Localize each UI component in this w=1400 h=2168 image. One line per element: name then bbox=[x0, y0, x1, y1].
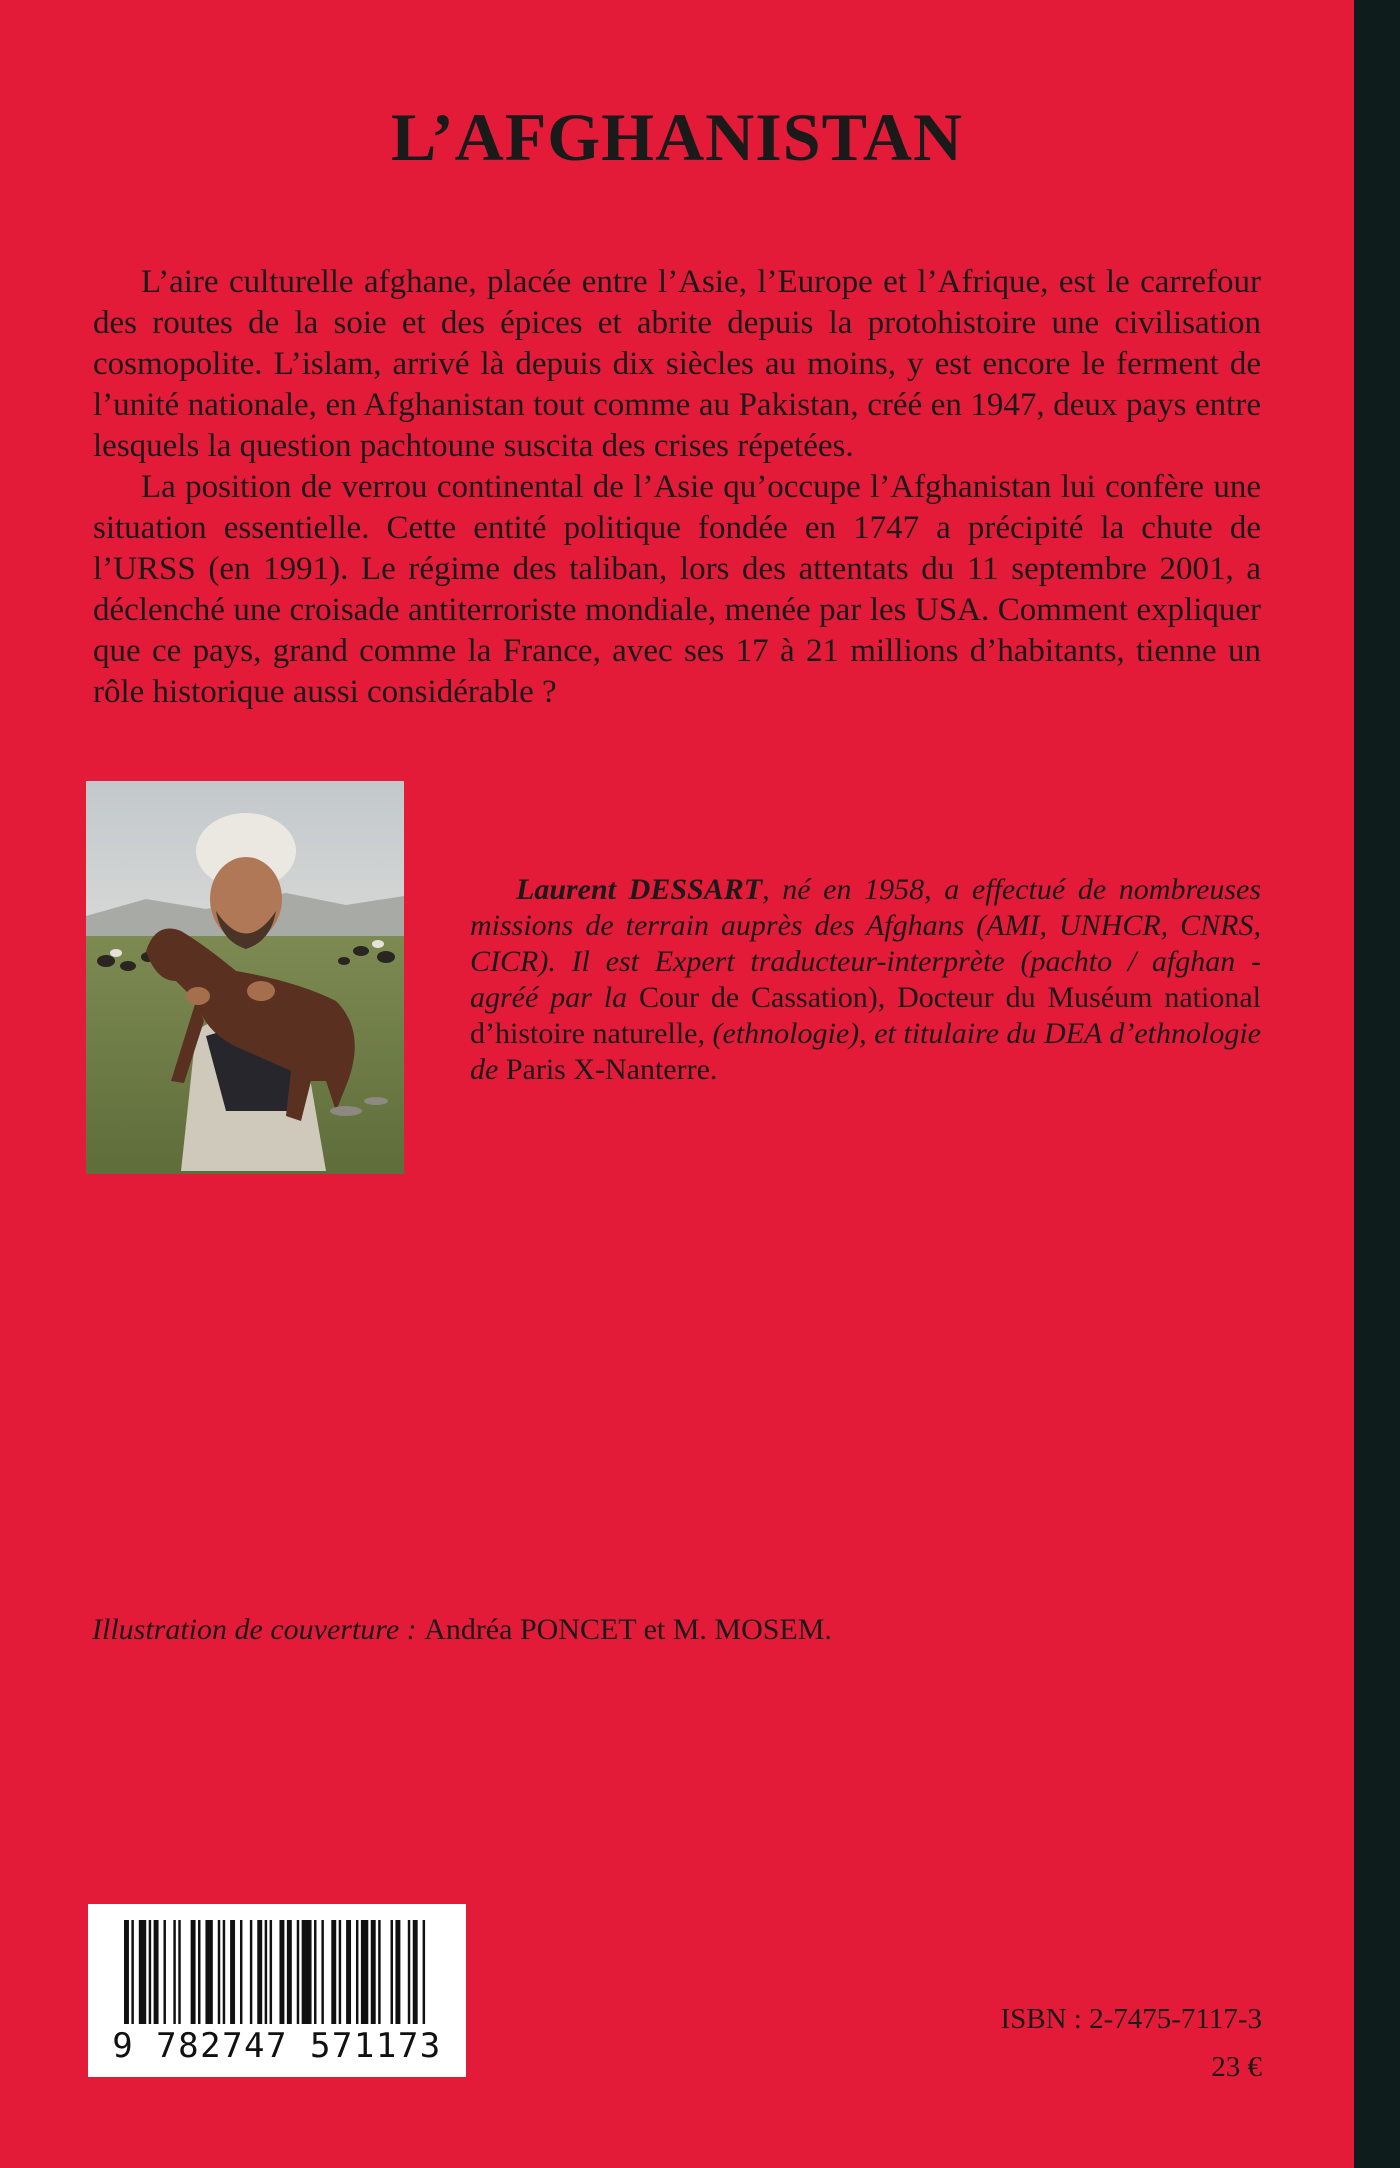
bio-text-1: , né en 1958, a effectué de nombreuses missions de terrain auprès des Afghans (AMI, UNHCR, CNRS, CICR). Il est Expert traducteur-interprète (pachto / afghan - agréé par la bbox=[470, 873, 1261, 1014]
price: 23 € bbox=[1211, 2051, 1262, 2083]
bio-text-2: Cour de Cassation bbox=[638, 981, 868, 1014]
description-paragraph-1: L’aire culturelle afghane, placée entre l’Asie, l’Europe et l’Afrique, est le carrefour des routes de la soie et des épices et abrite depuis la protohistoire une civilisation cosmopolite. L’islam, arrivé là depuis dix siècles au moins, y est encore le ferment de l’unité nationale, en Afghanistan tout comme au Pakistan, créé en 1947, deux pays entre lesquels la question pachtoune suscita des crises répetées. bbox=[93, 264, 1261, 464]
credit-label: Illustration de couverture : bbox=[92, 1613, 425, 1646]
barcode-bars bbox=[124, 1920, 430, 2030]
credit-names: Andréa PONCET et M. MOSEM. bbox=[424, 1613, 832, 1646]
book-spine bbox=[1354, 0, 1400, 2168]
description-paragraph-2: La position de verrou continental de l’Asie qu’occupe l’Afghanistan lui confère une situation essentielle. Cette entité politique fondée en 1747 a précipité la chute de l’URSS (en 1991). Le régime des taliban, lors des attentats du 11 septembre 2001, a déclenché une croisade antiterroriste mondiale, menée par les USA. Comment expliquer que ce pays, grand comme la France, avec ses 17 à 21 millions d’habitants, tienne un rôle historique aussi considérable ? bbox=[93, 469, 1261, 710]
barcode bbox=[88, 1904, 466, 2077]
book-description bbox=[93, 262, 1261, 713]
book-title: L’AFGHANISTAN bbox=[390, 99, 964, 175]
bio-text-4: , (ethnologie), et titulaire du DEA d’ethnologie de bbox=[470, 1017, 1261, 1086]
bio-text-5: Paris X-Nanterre bbox=[505, 1053, 710, 1086]
barcode-digits: 9 782747 571173 bbox=[112, 2026, 442, 2066]
cover-illustration-credit bbox=[92, 1612, 832, 1648]
isbn: ISBN : 2-7475-7117-3 bbox=[1000, 2003, 1262, 2035]
author-name: Laurent DESSART bbox=[516, 873, 763, 906]
author-biography bbox=[470, 872, 1261, 1088]
bio-text-6: . bbox=[709, 1053, 718, 1086]
bio-text-3: ), Docteur du Muséum national d’histoire naturelle bbox=[470, 981, 1261, 1050]
author-photo bbox=[86, 781, 404, 1174]
